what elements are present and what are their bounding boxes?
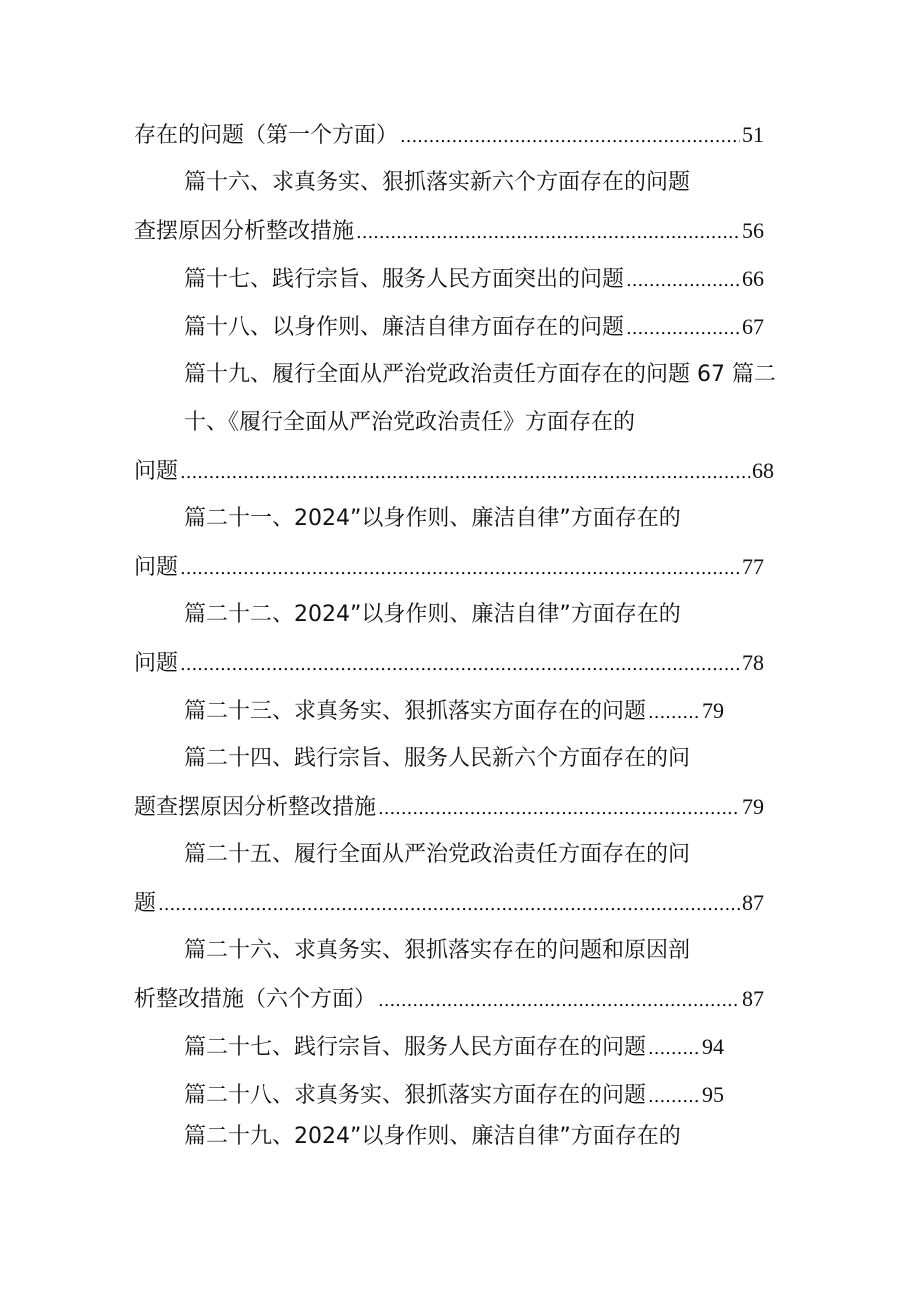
toc-entry[interactable] [184,934,690,968]
toc-entry-title: 篇十八、以身作则、廉洁自律方面存在的问题 [184,315,625,340]
toc-entry[interactable] [184,358,776,392]
dot-leader [180,456,750,490]
toc-entry-title: 篇二十三、求真务实、狠抓落实方面存在的问题 [184,699,647,724]
dot-leader [648,696,700,730]
toc-entry[interactable] [184,166,690,200]
toc-entry-title: 析整改措施（六个方面） [134,987,377,1012]
toc-entry-title: 问题 [134,651,179,676]
toc-entry-page: 79 [742,794,764,819]
toc-entry[interactable] [184,694,724,728]
toc-entry-title: 篇二十五、履行全面从严治党政治责任方面存在的问 [184,842,691,867]
dot-leader [626,264,740,298]
toc-entry[interactable] [134,454,774,488]
toc-entry-title: 篇十七、践行宗旨、服务人民方面突出的问题 [184,267,625,292]
toc-entry-title: 存在的问题（第一个方面） [134,123,399,148]
toc-entry-page: 68 [752,458,774,483]
toc-entry-page: 51 [742,122,764,147]
toc-entry-title: 篇二十七、践行宗旨、服务人民方面存在的问题 [184,1035,647,1060]
toc-entry-title: 篇二十一、2024”以身作则、廉洁自律”方面存在的 [184,506,681,531]
dot-leader [158,888,740,922]
toc-entry-title: 查摆原因分析整改措施 [134,219,355,244]
toc-entry[interactable] [184,406,635,440]
toc-entry[interactable] [134,118,764,152]
dot-leader [648,1032,700,1066]
toc-entry-page: 94 [702,1034,724,1059]
dot-leader [648,1080,700,1114]
dot-leader [356,216,740,250]
dot-leader [378,984,740,1018]
toc-entry[interactable] [184,502,681,536]
toc-entry-page: 87 [742,986,764,1011]
toc-entry-page: 56 [742,218,764,243]
toc-entry[interactable] [134,550,764,584]
dot-leader [626,312,740,346]
toc-entry[interactable] [134,886,764,920]
toc-entry-page: 78 [742,650,764,675]
toc-entry-title: 篇二十九、2024”以身作则、廉洁自律”方面存在的 [184,1124,681,1149]
dot-leader [180,648,740,682]
toc-entry-page: 66 [742,266,764,291]
toc-entry[interactable] [134,790,764,824]
toc-entry[interactable] [184,598,681,632]
toc-entry-title: 题查摆原因分析整改措施 [134,795,377,820]
toc-entry[interactable] [134,646,764,680]
toc-entry[interactable] [134,982,764,1016]
toc-entry[interactable] [184,1078,724,1112]
toc-entry-title: 问题 [134,459,179,484]
toc-entry[interactable] [134,214,764,248]
dot-leader [180,552,740,586]
toc-entry-title: 篇二十八、求真务实、狠抓落实方面存在的问题 [184,1083,647,1108]
toc-entry-page: 95 [702,1082,724,1107]
toc-entry-title: 篇二十二、2024”以身作则、廉洁自律”方面存在的 [184,602,681,627]
toc-entry[interactable] [184,310,764,344]
toc-entry-page: 67 [742,314,764,339]
toc-entry-title: 十、《履行全面从严治党政治责任》方面存在的 [184,410,636,435]
toc-entry-title: 篇十六、求真务实、狠抓落实新六个方面存在的问题 [184,170,691,195]
toc-entry[interactable] [184,262,764,296]
toc-entry-title: 篇十九、履行全面从严治党政治责任方面存在的问题 67 篇二 [184,362,776,387]
toc-entry-page: 79 [702,698,724,723]
toc-entry-page: 77 [742,554,764,579]
dot-leader [378,792,740,826]
toc-entry[interactable] [184,1120,681,1154]
toc-entry-title: 篇二十六、求真务实、狠抓落实存在的问题和原因剖 [184,938,691,963]
toc-entry[interactable] [184,1030,724,1064]
toc-entry-page: 87 [742,890,764,915]
toc-entry[interactable] [184,838,690,872]
toc-entry-title: 问题 [134,555,179,580]
dot-leader [400,120,740,154]
toc-entry[interactable] [184,742,690,776]
toc-entry-title: 题 [134,891,157,916]
toc-entry-title: 篇二十四、践行宗旨、服务人民新六个方面存在的问 [184,746,691,771]
